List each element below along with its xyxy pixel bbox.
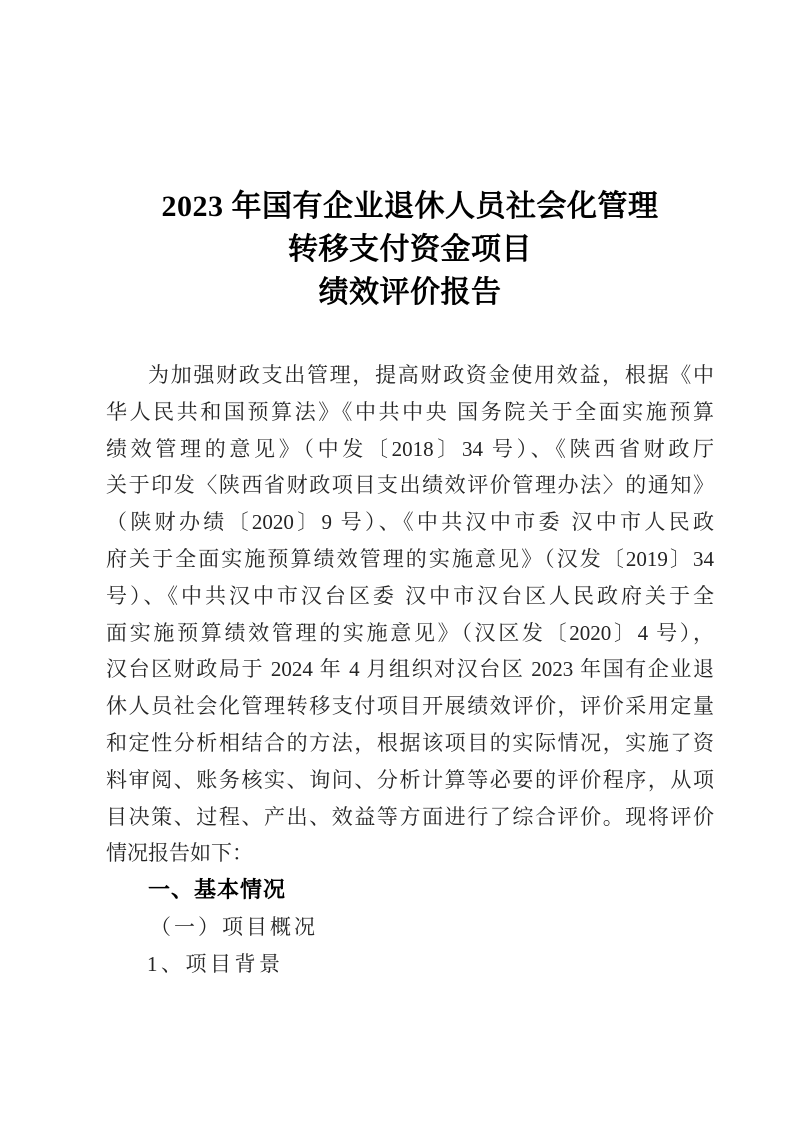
paragraph-line: 情况报告如下： bbox=[106, 841, 253, 866]
page-content bbox=[106, 0, 714, 983]
paragraph-line: 和定性分析相结合的方法，根据该项目的实际情况，实施了资 bbox=[106, 730, 714, 755]
paragraph-line: 为加强财政支出管理，提高财政资金使用效益，根据《中 bbox=[148, 363, 714, 387]
report-title-line: 转移支付资金项目 bbox=[288, 233, 532, 266]
paragraph-line: 关于印发〈陕西省财政项目支出绩效评价管理办法〉的通知》 bbox=[106, 473, 714, 498]
paragraph-line: 汉台区财政局于 2024 年 4 月组织对汉台区 2023 年国有企业退 bbox=[106, 657, 714, 682]
report-title bbox=[106, 185, 714, 314]
paragraph-line: 号）、《中共汉中市汉台区委 汉中市汉台区人民政府关于全 bbox=[106, 583, 714, 608]
subsection-heading-project-overview: （一）项目概况 bbox=[150, 914, 318, 939]
paragraph-line: （陕财办绩〔2020〕9 号）、《中共汉中市委 汉中市人民政 bbox=[106, 510, 714, 535]
paragraph-line: 面实施预算绩效管理的实施意见》（汉区发〔2020〕4 号）， bbox=[106, 620, 714, 645]
paragraph-line: 料审阅、账务核实、询问、分析计算等必要的评价程序，从项 bbox=[106, 767, 714, 792]
report-title-line: 绩效评价报告 bbox=[318, 276, 502, 309]
report-title-line: 2023 年国有企业退休人员社会化管理 bbox=[161, 190, 659, 223]
section-heading-basic-info: 一、基本情况 bbox=[148, 877, 287, 903]
item-heading-project-background: 1、项目背景 bbox=[147, 951, 284, 976]
paragraph-line: 华人民共和国预算法》《中共中央 国务院关于全面实施预算 bbox=[106, 399, 714, 424]
paragraph-line: 休人员社会化管理转移支付项目开展绩效评价，评价采用定量 bbox=[106, 694, 714, 719]
report-intro-paragraph bbox=[106, 357, 714, 872]
paragraph-line: 绩效管理的意见》（中发〔2018〕34 号）、《陕西省财政厅 bbox=[106, 436, 714, 461]
paragraph-line: 府关于全面实施预算绩效管理的实施意见》（汉发〔2019〕34 bbox=[106, 546, 714, 571]
paragraph-line: 目决策、过程、产出、效益等方面进行了综合评价。现将评价 bbox=[106, 804, 714, 829]
